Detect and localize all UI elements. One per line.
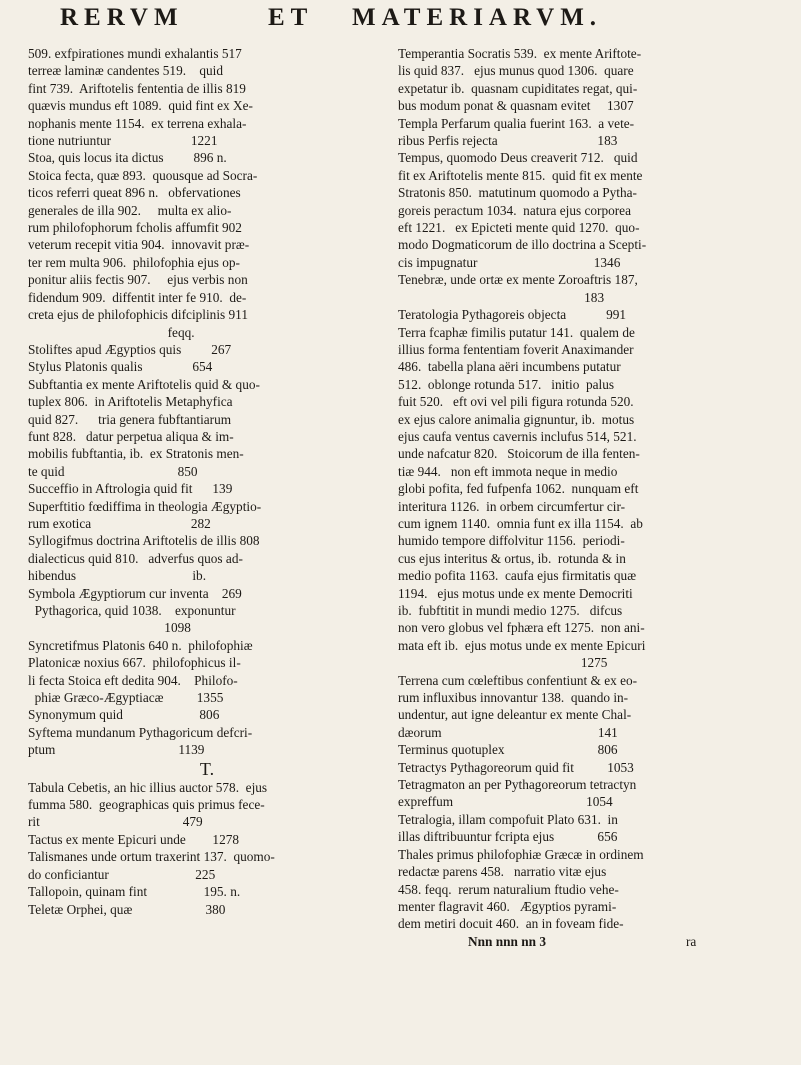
index-line: Temperantia Socratis 539. ex mente Ariftote- xyxy=(398,46,642,61)
index-line: quævis mundus eft 1089. quid fint ex Xe- xyxy=(28,98,253,114)
index-line: Templa Perfarum qualia fuerint 163. a vete- xyxy=(398,115,635,131)
index-line: goreis peractum 1034. natura ejus corporea xyxy=(398,202,631,218)
index-line: non vero globus vel fphæra eft 1275. non ani- xyxy=(398,620,645,636)
index-line: rum exotica 282 xyxy=(28,515,211,531)
index-line: 183 xyxy=(398,289,605,305)
index-line: Terminus quotuplex 806 xyxy=(398,742,618,758)
index-line: phiæ Græco-Ægyptiacæ 1355 xyxy=(28,690,224,706)
index-line: quid 827. tria genera fubftantiarum xyxy=(28,411,232,427)
index-line: mobilis fubftantia, ib. ex Stratonis men- xyxy=(28,446,244,462)
index-line: menter flagravit 460. Ægyptios pyrami- xyxy=(398,898,617,914)
index-line: interitura 1126. in orbem circumfertur cir- xyxy=(398,498,626,514)
index-line: cus ejus interitus & ortus, ib. rotunda & in xyxy=(398,550,626,566)
index-line: do conficiantur 225 xyxy=(28,866,216,882)
index-column-right xyxy=(398,45,778,950)
index-line: Symbola Ægyptiorum cur inventa 269 xyxy=(28,585,242,601)
index-line: ponitur aliis fectis 907. ejus verbis non xyxy=(28,272,248,288)
index-line: Terrena cum cœleftibus confentiunt & ex eo- xyxy=(398,672,638,688)
index-line: ribus Perfis rejecta 183 xyxy=(398,133,618,149)
index-line: ex ejus calore animalia gignuntur, ib. motus xyxy=(398,411,635,427)
index-line: 512. oblonge rotunda 517. initio palus xyxy=(398,376,615,392)
index-line: Superftitio fœdiffima in theologia Ægyptio- xyxy=(28,498,262,514)
index-line: rum philofophorum fcholis affumfit 902 xyxy=(28,220,242,236)
index-line: 486. tabella plana aëri incumbens putatur xyxy=(398,359,621,375)
index-line: li fecta Stoica eft dedita 904. Philofo- xyxy=(28,672,238,688)
index-line: Stoa, quis locus ita dictus 896 n. xyxy=(28,150,227,166)
index-line: dem metiri docuit 460. an in foveam fide- xyxy=(398,916,624,932)
index-line: dialecticus quid 810. adverfus quos ad- xyxy=(28,550,243,566)
index-line: 1275 xyxy=(398,655,608,671)
index-line: Stoica fecta, quæ 893. quousque ad Socra- xyxy=(28,167,258,183)
index-line: dæorum 141 xyxy=(398,724,618,740)
index-line: 458. feqq. rerum naturalium ftudio vehe- xyxy=(398,881,619,897)
signature-line xyxy=(398,933,778,950)
index-line: lis quid 837. ejus munus quod 1306. quare xyxy=(398,63,634,79)
index-line: undentur, aut igne deleantur ex mente Chal- xyxy=(398,707,632,723)
running-head-part-2: ET xyxy=(268,4,314,31)
index-line: Tactus ex mente Epicuri unde 1278 xyxy=(28,831,240,847)
index-line: Stratonis 850. matutinum quomodo a Pytha- xyxy=(398,185,637,201)
index-line: rit 479 xyxy=(28,814,203,830)
index-line: ib. fubftitit in mundi medio 1275. difcus xyxy=(398,603,623,618)
index-line: tione nutriuntur 1221 xyxy=(28,133,218,149)
index-line: Tallopoin, quinam fint 195. n. xyxy=(28,884,241,900)
index-line: 509. exfpirationes mundi exhalantis 517 xyxy=(28,46,242,61)
index-line: fit ex Ariftotelis mente 815. quid fit ex mente xyxy=(398,167,643,183)
index-line: 1194. ejus motus unde ex mente Democriti xyxy=(398,585,633,601)
index-line: medio pofita 1163. caufa ejus firmitatis quæ xyxy=(398,568,637,584)
index-line: Tetragmaton an per Pythagoreorum tetractyn xyxy=(398,777,637,793)
index-line: Terra fcaphæ fimilis putatur 141. qualem de xyxy=(398,324,635,340)
index-line: illius forma fententiam foverit Anaximander xyxy=(398,341,634,357)
index-line: expetatur ib. quasnam cupiditates regat, qui- xyxy=(398,80,638,96)
index-line: illas diftribuuntur fcripta ejus 656 xyxy=(398,829,618,845)
index-line: Succeffio in Aftrologia quid fit 139 xyxy=(28,481,233,497)
index-line: expreffum 1054 xyxy=(398,794,613,810)
index-line: Tenebræ, unde ortæ ex mente Zoroaftris 187, xyxy=(398,272,638,288)
running-head-part-1: RERVM xyxy=(60,4,184,31)
index-line: Talismanes unde ortum traxerint 137. quomo- xyxy=(28,849,275,865)
index-line: modo Dogmaticorum de illo doctrina a Scepti- xyxy=(398,237,647,253)
index-line: mata eft ib. ejus motus unde ex mente Epicuri xyxy=(398,637,646,653)
index-line: feqq. xyxy=(28,324,195,340)
index-line: Syllogifmus doctrina Ariftotelis de illis 808 xyxy=(28,533,260,549)
index-line: Tempus, quomodo Deus creaverit 712. quid xyxy=(398,150,638,166)
index-line: rum influxibus innovantur 138. quando in- xyxy=(398,690,629,706)
index-line: nophanis mente 1154. ex terrena exhala- xyxy=(28,115,247,131)
index-line: ticos referri queat 896 n. obfervationes xyxy=(28,185,241,201)
index-line: Stoliftes apud Ægyptios quis 267 xyxy=(28,341,232,357)
index-line: Teletæ Orphei, quæ 380 xyxy=(28,901,226,917)
index-line: ejus caufa ventus cavernis inclufus 514, 521. xyxy=(398,428,637,444)
index-line: Pythagorica, quid 1038. exponuntur xyxy=(28,603,236,618)
running-head xyxy=(0,4,801,38)
index-line: terreæ laminæ candentes 519. quid xyxy=(28,63,223,79)
index-line: veterum recepit vitia 904. innovavit præ- xyxy=(28,237,250,253)
index-line: globi pofita, fed fufpenfa 1062. nunquam eft xyxy=(398,481,639,497)
index-line: Stylus Platonis qualis 654 xyxy=(28,359,213,375)
index-line: tiæ 944. non eft immota neque in medio xyxy=(398,463,618,479)
index-line: Synonymum quid 806 xyxy=(28,707,220,723)
index-line: hibendus ib. xyxy=(28,568,207,584)
index-line: fumma 580. geographicas quis primus fece- xyxy=(28,797,265,813)
index-line: tuplex 806. in Ariftotelis Metaphyfica xyxy=(28,394,233,410)
index-line: Platonicæ noxius 667. philofophicus il- xyxy=(28,655,241,671)
index-line: fuit 520. eft ovi vel pili figura rotunda 520. xyxy=(398,394,634,410)
index-line: te quid 850 xyxy=(28,463,198,479)
index-line: Syncretifmus Platonis 640 n. philofophiæ xyxy=(28,637,253,653)
index-line: Syftema mundanum Pythagoricum defcri- xyxy=(28,724,253,740)
catchword: ra xyxy=(686,933,697,949)
index-line: Tetralogia, illam compofuit Plato 631. in xyxy=(398,811,618,827)
index-line: funt 828. datur perpetua aliqua & im- xyxy=(28,428,234,444)
index-line: humido tempore diffolvitur 1156. periodi- xyxy=(398,533,625,549)
index-line: T. xyxy=(199,758,215,779)
index-line: ter rem multa 906. philofophia ejus op- xyxy=(28,254,240,270)
index-line: generales de illa 902. multa ex alio- xyxy=(28,202,232,218)
signature-mark: Nnn nnn nn 3 xyxy=(468,933,546,949)
index-line: Teratologia Pythagoreis objecta 991 xyxy=(398,307,627,323)
index-line: Tetractys Pythagoreorum quid fit 1053 xyxy=(398,759,634,775)
index-line: fidendum 909. diffentit inter fe 910. de- xyxy=(28,289,247,305)
running-head-part-3: MATERIARVM. xyxy=(352,4,603,31)
index-line: Subftantia ex mente Ariftotelis quid & quo- xyxy=(28,376,260,392)
index-line: redactæ parens 458. narratio vitæ ejus xyxy=(398,864,607,880)
index-line: unde nafcatur 820. Stoicorum de illa fenten- xyxy=(398,446,640,462)
index-line: cis impugnatur 1346 xyxy=(398,254,621,270)
index-line: bus modum ponat & quasnam evitet 1307 xyxy=(398,98,634,114)
index-line: cum ignem 1140. omnia funt ex illa 1154. ab xyxy=(398,515,643,531)
index-column-left xyxy=(28,45,386,918)
index-line: creta ejus de philofophicis difciplinis 911 xyxy=(28,307,248,323)
index-line: fint 739. Ariftotelis fententia de illis 819 xyxy=(28,80,246,96)
index-line: 1098 xyxy=(28,620,191,636)
index-line: Tabula Cebetis, an hic illius auctor 578. ejus xyxy=(28,779,268,795)
index-line: ptum 1139 xyxy=(28,742,205,758)
index-line: eft 1221. ex Epicteti mente quid 1270. quo- xyxy=(398,220,640,236)
index-line: Thales primus philofophiæ Græcæ in ordinem xyxy=(398,846,644,862)
